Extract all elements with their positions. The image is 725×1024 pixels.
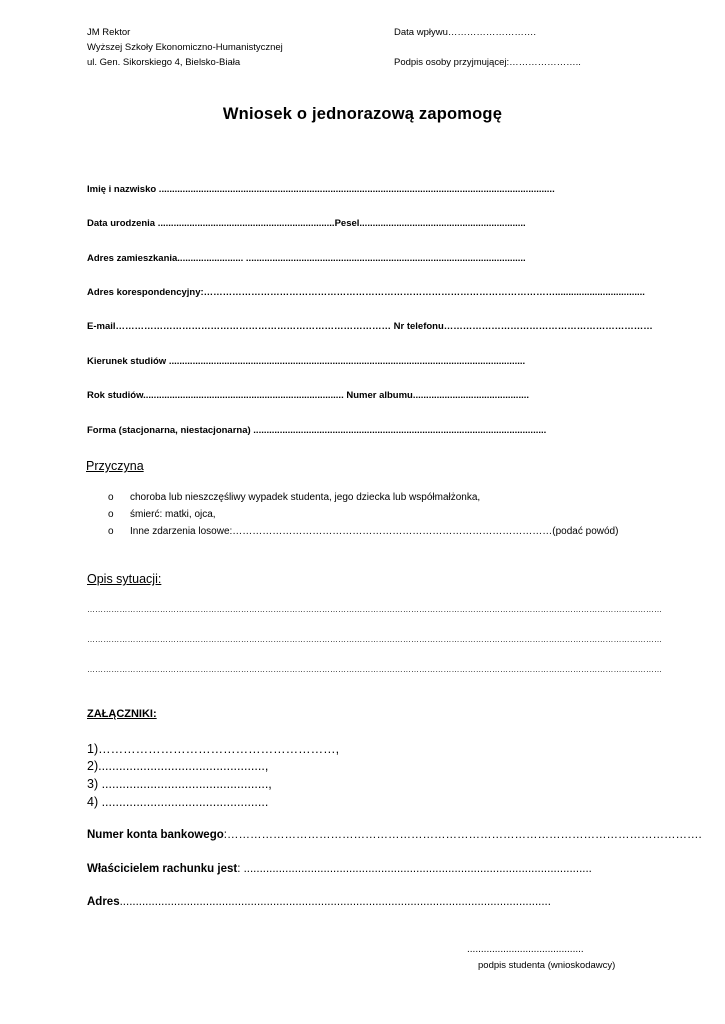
account-owner-dots: : ............................................................................................................. [237, 863, 592, 875]
field-year-album[interactable]: Rok studiów............................................................................ Numer albumu............................................ [87, 390, 529, 401]
reason-heading [86, 459, 144, 473]
addressee-line-2: Wyższej Szkoły Ekonomiczno-Humanistycznej [87, 42, 283, 53]
field-email-phone[interactable]: E-mail…………………………………………………………………………… Nr telefonu………………………………………………………… [87, 321, 653, 332]
field-field-of-study[interactable]: Kierunek studiów ....................................................................................................................................... [87, 356, 526, 367]
page-title: Wniosek o jednorazową zapomogę [222, 105, 503, 123]
owner-address-label: Adres [87, 896, 120, 908]
signature-label: podpis studenta (wnioskodawcy) [478, 960, 616, 971]
attachment-item-2[interactable]: 2)................................................, [87, 759, 269, 773]
field-address[interactable]: Adres zamieszkania......................... .......................................................................................................... [87, 253, 526, 264]
attachment-item-4[interactable]: 4) ................................................ [87, 795, 269, 809]
addressee-line-1: JM Rektor [87, 27, 131, 38]
reason-heading-text: Przyczyna [86, 459, 144, 473]
owner-address-dots: ....................................................................................................................................... [119, 896, 551, 908]
bank-account-dots: :……………………………………………………………………………………………………………. [223, 829, 702, 841]
situation-line-3[interactable]: …………………………………………………………………………………………………………………………………………………………………………………………… [87, 665, 663, 674]
field-bank-account[interactable] [87, 829, 702, 841]
receiver-signature-field: Podpis osoby przyjmującej:………………….. [394, 57, 581, 68]
situation-line-2[interactable]: …………………………………………………………………………………………………………………………………………………………………………………………… [87, 635, 663, 644]
field-name[interactable]: Imię i nazwisko ...................................................................................................................................................... [87, 184, 555, 195]
situation-line-1[interactable]: …………………………………………………………………………………………………………………………………………………………………………………………… [87, 605, 663, 614]
bullet-icon: o [108, 526, 114, 537]
addressee-line-3: ul. Gen. Sikorskiego 4, Bielsko-Biała [87, 57, 241, 68]
receipt-date-field: Data wpływu………………………. [394, 27, 536, 38]
field-owner-address[interactable] [87, 896, 551, 908]
field-account-owner[interactable] [87, 863, 592, 875]
field-study-form[interactable]: Forma (stacjonarna, niestacjonarna) ............................................................................................................... [87, 425, 547, 436]
account-owner-label: Właścicielem rachunku jest [87, 863, 238, 875]
attachment-item-3[interactable]: 3) ................................................, [87, 777, 272, 791]
situation-heading: Opis sytuacji: [87, 572, 162, 586]
attachments-heading: ZAŁĄCZNIKI: [87, 708, 157, 720]
attachment-item-1[interactable]: 1)…………………………………………………, [87, 742, 340, 756]
bank-account-label: Numer konta bankowego [87, 829, 224, 841]
signature-line[interactable]: .......................................... [467, 944, 584, 955]
reason-option-death[interactable]: śmierć: matki, ojca, [130, 509, 216, 520]
field-birth-pesel[interactable]: Data urodzenia ...................................................................Pesel............................................................... [87, 218, 526, 229]
bullet-icon: o [108, 492, 114, 503]
reason-option-illness[interactable]: choroba lub nieszczęśliwy wypadek studenta, jego dziecka lub współmałżonka, [130, 492, 481, 503]
field-correspondence-address[interactable]: Adres korespondencyjny:………………………………………………………………………………………………….................................. [87, 287, 645, 298]
bullet-icon: o [108, 509, 114, 520]
reason-option-other[interactable]: Inne zdarzenia losowe:……………………………………………………………………………………(podać powód) [130, 526, 619, 537]
